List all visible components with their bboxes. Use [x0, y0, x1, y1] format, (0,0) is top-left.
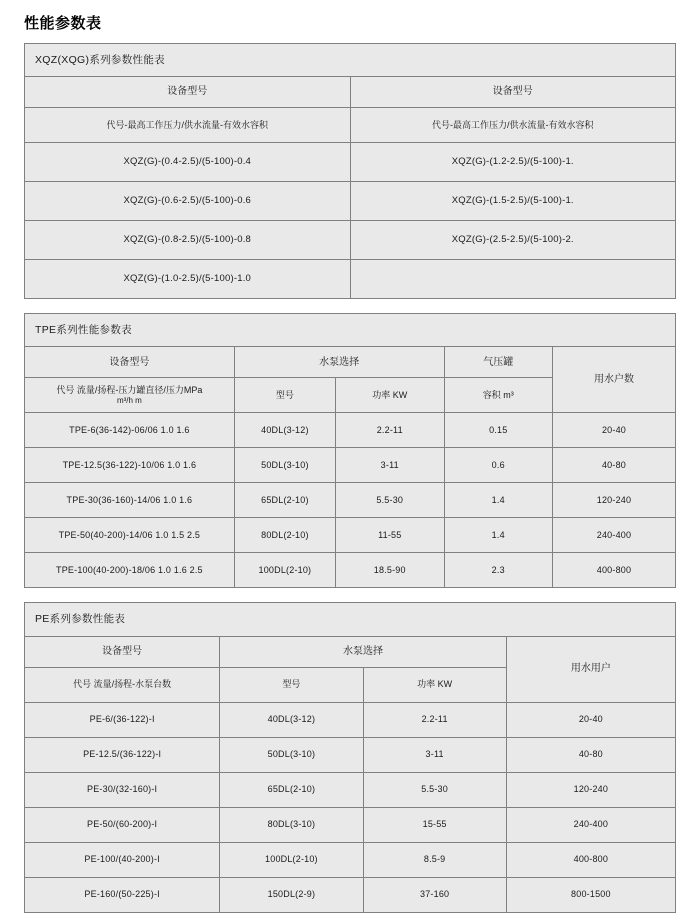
table2-cell-4-2: 18.5-90: [336, 553, 444, 588]
table2-cell-3-4: 240-400: [552, 518, 675, 553]
table-subheader-row: [25, 108, 676, 143]
table3-cell-4-3: 400-800: [506, 842, 675, 877]
tpe-series-table: [24, 313, 676, 588]
table2-group-header-users: 用水户数: [552, 347, 675, 413]
table2-group-header-pump: 水泵选择: [234, 347, 444, 378]
table3-caption: PE系列参数性能表: [25, 603, 676, 636]
table2-group-header-tank: 气压罐: [444, 347, 552, 378]
table-row: [25, 221, 676, 260]
table1-cell-1-1: XQZ(G)-(1.5-2.5)/(5-100)-1.: [350, 182, 676, 221]
table2-cell-1-1: 50DL(3-10): [234, 448, 335, 483]
table3-subheader-pump-model: 型号: [220, 667, 363, 702]
table-row: [25, 702, 676, 737]
table-row: [25, 737, 676, 772]
table3-cell-1-0: PE-12.5/(36-122)-I: [25, 737, 220, 772]
table1-header-0: 设备型号: [25, 77, 351, 108]
table3-cell-4-0: PE-100/(40-200)-I: [25, 842, 220, 877]
table3-cell-2-3: 120-240: [506, 772, 675, 807]
table2-cell-0-1: 40DL(3-12): [234, 413, 335, 448]
table3-cell-4-2: 8.5-9: [363, 842, 506, 877]
table-caption-row: [25, 603, 676, 636]
table3-cell-0-2: 2.2-11: [363, 702, 506, 737]
table3-cell-5-0: PE-160/(50-225)-I: [25, 877, 220, 912]
table-row: [25, 772, 676, 807]
table1-cell-3-1: [350, 260, 676, 299]
table-row: [25, 260, 676, 299]
table2-cell-2-1: 65DL(2-10): [234, 483, 335, 518]
table1-subheader-0: 代号-最高工作压力/供水流量-有效水容积: [25, 108, 351, 143]
table3-cell-1-1: 50DL(3-10): [220, 737, 363, 772]
table3-cell-2-2: 5.5-30: [363, 772, 506, 807]
table3-cell-0-1: 40DL(3-12): [220, 702, 363, 737]
pe-series-table: [24, 602, 676, 912]
table2-cell-0-0: TPE-6(36-142)-06/06 1.0 1.6: [25, 413, 235, 448]
table-row: [25, 553, 676, 588]
table2-subheader-model-unit: m³/h m: [116, 396, 142, 406]
table-row: [25, 877, 676, 912]
table3-cell-4-1: 100DL(2-10): [220, 842, 363, 877]
table2-cell-3-2: 11-55: [336, 518, 444, 553]
table3-subheader-pump-power: 功率 KW: [363, 667, 506, 702]
table3-cell-0-0: PE-6/(36-122)-I: [25, 702, 220, 737]
table2-cell-0-3: 0.15: [444, 413, 552, 448]
table1-cell-3-0: XQZ(G)-(1.0-2.5)/(5-100)-1.0: [25, 260, 351, 299]
table2-cell-3-1: 80DL(2-10): [234, 518, 335, 553]
table2-cell-2-4: 120-240: [552, 483, 675, 518]
table3-subheader-model-code: 代号 流量/扬程-水泵台数: [25, 667, 220, 702]
table2-cell-2-3: 1.4: [444, 483, 552, 518]
table2-cell-1-0: TPE-12.5(36-122)-10/06 1.0 1.6: [25, 448, 235, 483]
table-row: [25, 448, 676, 483]
table1-caption: XQZ(XQG)系列参数性能表: [25, 44, 676, 77]
table3-cell-2-0: PE-30/(32-160)-I: [25, 772, 220, 807]
table2-caption: TPE系列性能参数表: [25, 314, 676, 347]
table2-subheader-tank-volume: 容积 m³: [444, 378, 552, 413]
page-title: 性能参数表: [24, 15, 102, 32]
table1-cell-1-0: XQZ(G)-(0.6-2.5)/(5-100)-0.6: [25, 182, 351, 221]
table3-group-header-users: 用水用户: [506, 636, 675, 702]
table-header-row: [25, 77, 676, 108]
table2-cell-1-4: 40-80: [552, 448, 675, 483]
table2-subheader-model-code: [25, 378, 235, 413]
table3-group-header-model: 设备型号: [25, 636, 220, 667]
table2-subheader-pump-model: 型号: [234, 378, 335, 413]
table-row: [25, 413, 676, 448]
table2-cell-4-4: 400-800: [552, 553, 675, 588]
table-caption-row: [25, 44, 676, 77]
table3-cell-3-0: PE-50/(60-200)-I: [25, 807, 220, 842]
table-row: [25, 842, 676, 877]
table-header-row: [25, 636, 676, 667]
table2-cell-3-0: TPE-50(40-200)-14/06 1.0 1.5 2.5: [25, 518, 235, 553]
table2-group-header-model: 设备型号: [25, 347, 235, 378]
xqz-series-table: [24, 43, 676, 299]
table2-cell-2-2: 5.5-30: [336, 483, 444, 518]
table3-cell-5-1: 150DL(2-9): [220, 877, 363, 912]
table1-cell-2-0: XQZ(G)-(0.8-2.5)/(5-100)-0.8: [25, 221, 351, 260]
table2-cell-1-3: 0.6: [444, 448, 552, 483]
table-header-row: [25, 347, 676, 378]
table2-cell-0-4: 20-40: [552, 413, 675, 448]
table2-subheader-model-code-text: 代号 流量/扬程-压力罐直径/压力MPa: [56, 384, 203, 395]
table-row: [25, 182, 676, 221]
table-row: [25, 143, 676, 182]
table3-cell-0-3: 20-40: [506, 702, 675, 737]
table2-cell-3-3: 1.4: [444, 518, 552, 553]
table3-cell-2-1: 65DL(2-10): [220, 772, 363, 807]
table2-cell-4-3: 2.3: [444, 553, 552, 588]
table-row: [25, 483, 676, 518]
table3-cell-3-2: 15-55: [363, 807, 506, 842]
table3-cell-1-3: 40-80: [506, 737, 675, 772]
table-row: [25, 518, 676, 553]
table1-cell-2-1: XQZ(G)-(2.5-2.5)/(5-100)-2.: [350, 221, 676, 260]
table1-cell-0-1: XQZ(G)-(1.2-2.5)/(5-100)-1.: [350, 143, 676, 182]
table3-cell-5-2: 37-160: [363, 877, 506, 912]
table1-header-1: 设备型号: [350, 77, 676, 108]
table1-cell-0-0: XQZ(G)-(0.4-2.5)/(5-100)-0.4: [25, 143, 351, 182]
table-caption-row: [25, 314, 676, 347]
table2-cell-0-2: 2.2-11: [336, 413, 444, 448]
table2-cell-2-0: TPE-30(36-160)-14/06 1.0 1.6: [25, 483, 235, 518]
table3-cell-3-1: 80DL(3-10): [220, 807, 363, 842]
table3-group-header-pump: 水泵选择: [220, 636, 506, 667]
table2-cell-1-2: 3-11: [336, 448, 444, 483]
table3-cell-1-2: 3-11: [363, 737, 506, 772]
table1-subheader-1: 代号-最高工作压力/供水流量-有效水容积: [350, 108, 676, 143]
table2-cell-4-1: 100DL(2-10): [234, 553, 335, 588]
table-row: [25, 807, 676, 842]
table3-cell-3-3: 240-400: [506, 807, 675, 842]
table2-subheader-pump-power: 功率 KW: [336, 378, 444, 413]
table2-cell-4-0: TPE-100(40-200)-18/06 1.0 1.6 2.5: [25, 553, 235, 588]
table3-cell-5-3: 800-1500: [506, 877, 675, 912]
